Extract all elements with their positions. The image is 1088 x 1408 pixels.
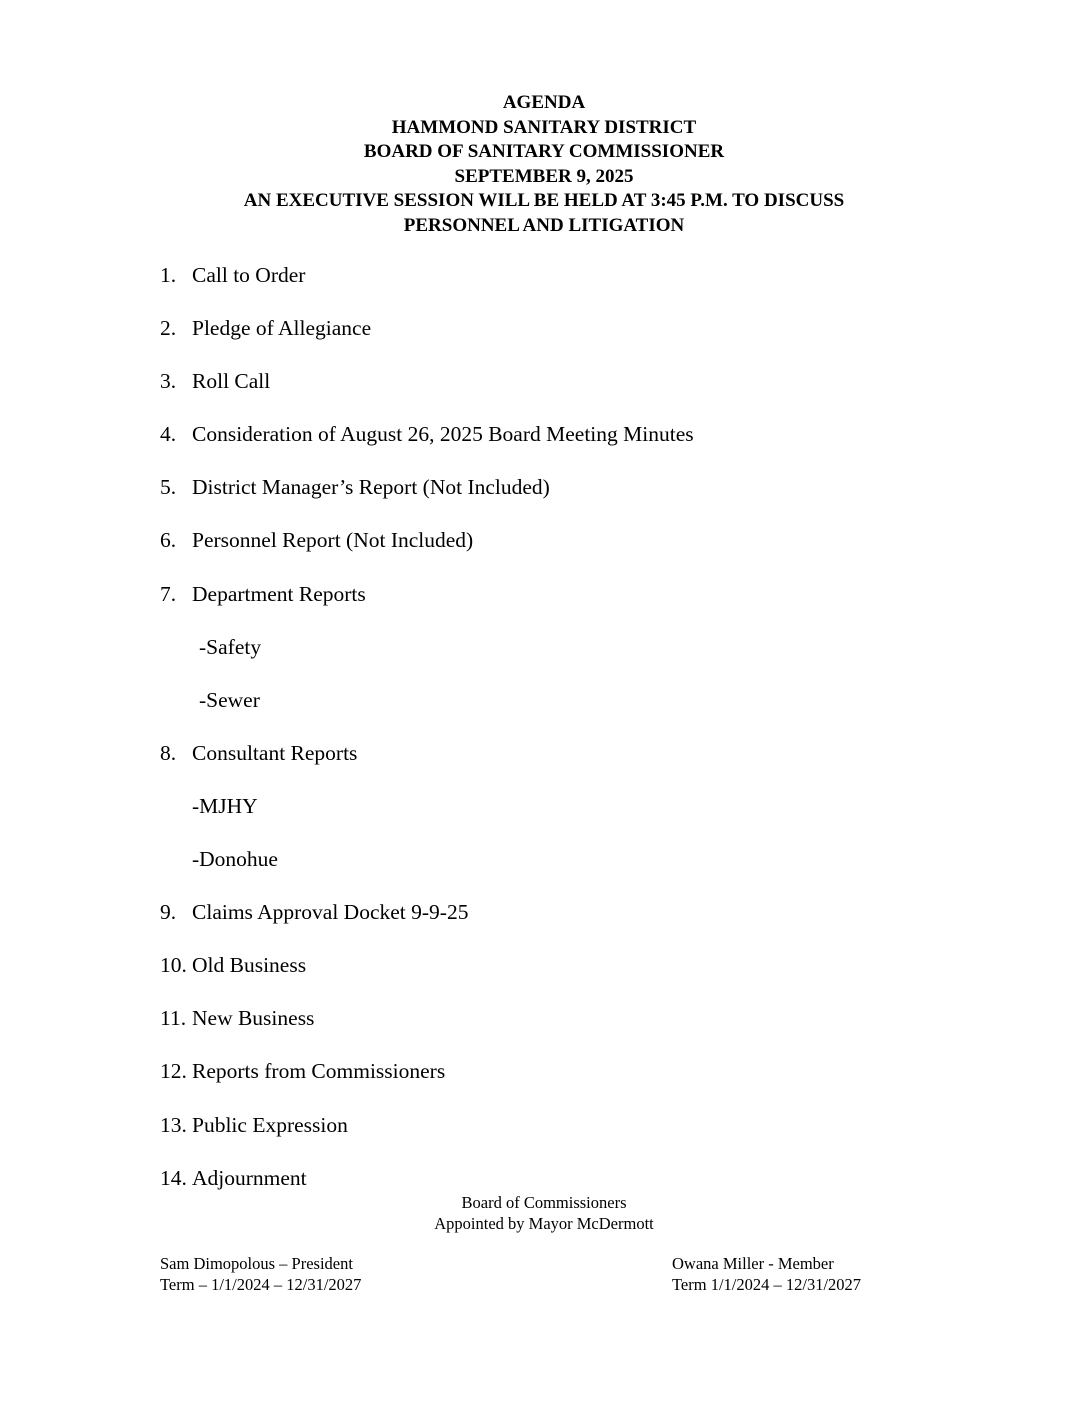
item-text: Reports from Commissioners (192, 1059, 446, 1084)
header-district: HAMMOND SANITARY DISTRICT (391, 116, 697, 138)
signatory-president (160, 1254, 361, 1295)
item-number: 11. (160, 1006, 187, 1031)
agenda-subitem (160, 634, 960, 660)
item-number: 1. (160, 263, 177, 287)
item-number: 14. (160, 1165, 187, 1190)
agenda-item (160, 262, 960, 288)
item-text: Department Reports (192, 581, 366, 606)
signatory-term: Term 1/1/2024 – 12/31/2027 (672, 1274, 862, 1294)
item-number: 8. (160, 740, 177, 765)
agenda-item (160, 740, 960, 766)
header-session-topics: PERSONNEL AND LITIGATION (403, 214, 685, 236)
item-text: Adjournment (192, 1165, 307, 1190)
agenda-item (160, 527, 960, 553)
agenda-item (160, 315, 960, 341)
agenda-header (0, 91, 1088, 239)
item-text: Old Business (192, 953, 307, 978)
agenda-item (160, 474, 960, 500)
board-caption (0, 1192, 1088, 1234)
item-number: 9. (160, 900, 177, 925)
agenda-item (160, 1058, 960, 1084)
item-number: 10. (160, 953, 187, 978)
header-board: BOARD OF SANITARY COMMISSIONER (363, 141, 725, 163)
item-text: Pledge of Allegiance (192, 316, 372, 341)
agenda-item (160, 581, 960, 607)
agenda-list (160, 262, 960, 1218)
item-number: 5. (160, 475, 177, 500)
subitem-text: -Sewer (199, 687, 260, 712)
item-number: 13. (160, 1112, 187, 1137)
signatory-name: Sam Dimopolous – President (160, 1254, 353, 1273)
header-date: SEPTEMBER 9, 2025 (454, 165, 634, 187)
board-title: Board of Commissioners (461, 1193, 627, 1212)
item-text: Personnel Report (Not Included) (192, 528, 474, 553)
agenda-subitem (160, 687, 960, 713)
item-number: 2. (160, 316, 177, 341)
signatory-member (672, 1254, 861, 1295)
item-text: Public Expression (192, 1112, 348, 1137)
item-text: Consideration of August 26, 2025 Board Meeting Minutes (192, 422, 694, 447)
item-text: Roll Call (192, 369, 271, 394)
agenda-item (160, 368, 960, 394)
agenda-item (160, 1005, 960, 1031)
signatory-term: Term – 1/1/2024 – 12/31/2027 (160, 1274, 362, 1294)
board-appointed: Appointed by Mayor McDermott (434, 1214, 654, 1233)
agenda-item (160, 1112, 960, 1138)
item-text: New Business (192, 1006, 315, 1031)
header-session-notice: AN EXECUTIVE SESSION WILL BE HELD AT 3:45 P.M. TO DISCUSS (243, 190, 845, 212)
item-text: Claims Approval Docket 9-9-25 (192, 900, 469, 925)
item-number: 12. (160, 1059, 187, 1084)
subitem-text: -MJHY (192, 793, 258, 818)
item-text: Consultant Reports (192, 740, 358, 765)
header-title: AGENDA (502, 92, 586, 113)
agenda-item (160, 421, 960, 447)
subitem-text: -Donohue (192, 847, 278, 872)
item-text: District Manager’s Report (Not Included) (192, 475, 550, 500)
item-number: 3. (160, 369, 177, 394)
agenda-item (160, 1165, 960, 1191)
item-text: Call to Order (192, 263, 306, 287)
agenda-subitem (160, 793, 960, 819)
item-number: 7. (160, 581, 177, 606)
agenda-item (160, 899, 960, 925)
agenda-item (160, 952, 960, 978)
agenda-subitem (160, 846, 960, 872)
item-number: 6. (160, 528, 177, 553)
item-number: 4. (160, 422, 177, 447)
subitem-text: -Safety (199, 634, 262, 659)
signatory-name: Owana Miller - Member (672, 1254, 834, 1273)
